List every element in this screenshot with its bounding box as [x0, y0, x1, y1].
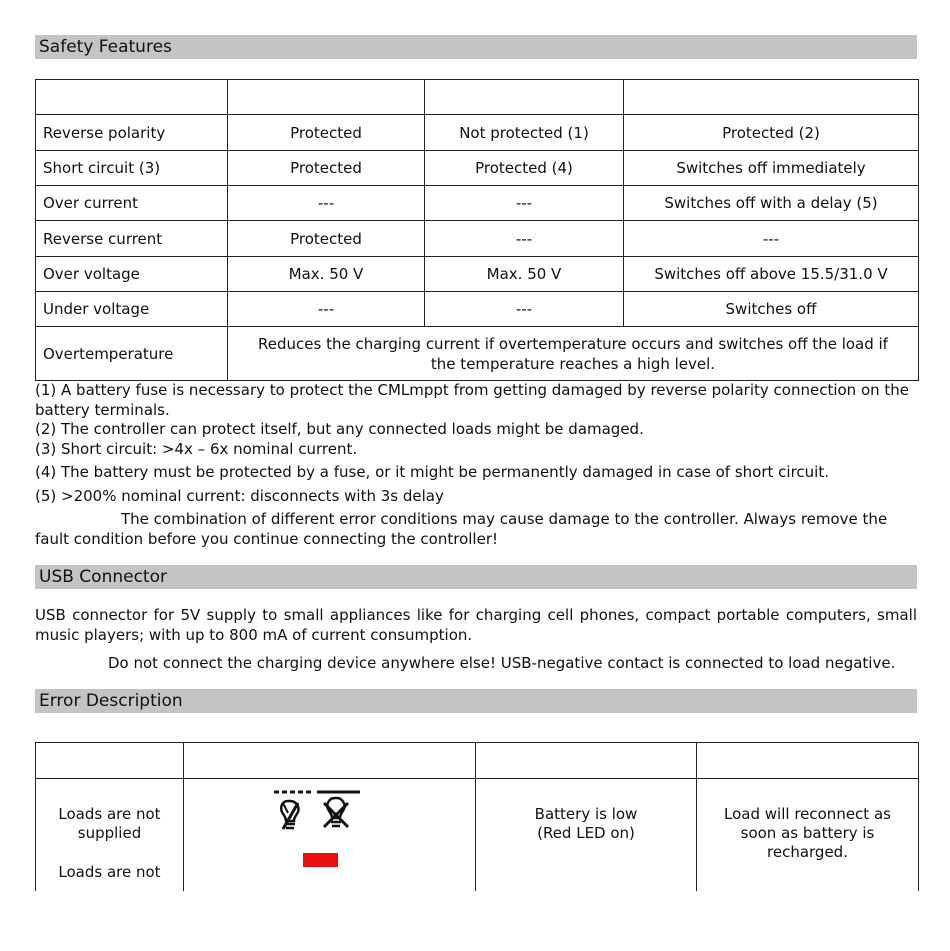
footnote-3: (3) Short circuit: >4x – 6x nominal current. — [35, 440, 358, 458]
bulb-crossed-icon — [281, 801, 298, 829]
indicator-graphic — [184, 779, 475, 889]
header-cell — [697, 743, 919, 779]
header-cell — [425, 80, 624, 115]
header-cell — [36, 80, 228, 115]
table-cell: Not protected (1) — [425, 115, 624, 151]
row-label: Reverse current — [36, 221, 228, 257]
table-cell: Max. 50 V — [228, 257, 425, 292]
table-cell: Protected — [228, 221, 425, 257]
header-cell — [228, 80, 425, 115]
header-cell — [624, 80, 919, 115]
error-indicator-cell — [184, 779, 476, 891]
error-remedy: Load will reconnect as soon as battery is recharged. — [697, 779, 919, 891]
table-row — [36, 221, 919, 257]
table-cell: Switches off — [624, 292, 919, 327]
usb-description: USB connector for 5V supply to small appliances like for charging cell phones, compact portable computers, small music players; with up to 800 mA of current consumption. — [35, 606, 917, 644]
table-row — [36, 779, 919, 891]
red-led-icon — [303, 853, 338, 867]
footnote-4: (4) The battery must be protected by a fuse, or it might be permanently damaged in case of short circuit. — [35, 463, 829, 481]
table-row — [36, 292, 919, 327]
table-row — [36, 327, 919, 381]
footnote-2: (2) The controller can protect itself, but any connected loads might be damaged. — [35, 420, 644, 438]
table-cell: --- — [425, 221, 624, 257]
table-cell: Protected (2) — [624, 115, 919, 151]
table-cell: Protected (4) — [425, 151, 624, 186]
safety-table — [35, 79, 919, 381]
bulb-x-icon — [324, 798, 348, 827]
error-symptom-cell — [36, 779, 184, 891]
error-table — [35, 742, 919, 891]
row-label: Under voltage — [36, 292, 228, 327]
overtemperature-description: Reduces the charging current if overtemperature occurs and switches off the load if the temperature reaches a high level. — [228, 327, 919, 381]
header-cell — [476, 743, 697, 779]
error-symptom: Loads are not supplied — [58, 805, 161, 842]
table-cell: Max. 50 V — [425, 257, 624, 292]
table-cell: --- — [624, 221, 919, 257]
row-label: Overtemperature — [36, 327, 228, 381]
section-title-safety: Safety Features — [35, 35, 917, 59]
footnote-5: (5) >200% nominal current: disconnects with 3s delay — [35, 487, 444, 505]
table-cell: --- — [228, 292, 425, 327]
table-cell: --- — [425, 292, 624, 327]
table-row — [36, 186, 919, 221]
row-label: Over voltage — [36, 257, 228, 292]
table-cell: Protected — [228, 151, 425, 186]
table-row — [36, 115, 919, 151]
table-cell: Switches off immediately — [624, 151, 919, 186]
table-cell: Switches off above 15.5/31.0 V — [624, 257, 919, 292]
footnote-1: (1) A battery fuse is necessary to protect the CMLmppt from getting damaged by reverse polarity connection on the battery terminals. — [35, 381, 910, 419]
header-cell — [36, 743, 184, 779]
load-indicator-icons — [184, 779, 476, 889]
table-row — [36, 257, 919, 292]
error-symptom-2: Loads are not — [58, 863, 161, 881]
table-row — [36, 151, 919, 186]
row-label: Short circuit (3) — [36, 151, 228, 186]
row-label: Reverse polarity — [36, 115, 228, 151]
safety-warning: The combination of different error conditions may cause damage to the controller. Always remove the fault condition before you continue connecting the controller! — [35, 510, 888, 548]
table-cell: Protected — [228, 115, 425, 151]
row-label: Over current — [36, 186, 228, 221]
table-cell: --- — [228, 186, 425, 221]
error-cause: Battery is low (Red LED on) — [476, 779, 697, 891]
table-cell: --- — [425, 186, 624, 221]
table-header-row — [36, 743, 919, 779]
section-title-usb: USB Connector — [35, 565, 917, 589]
table-header-row — [36, 80, 919, 115]
usb-warning: Do not connect the charging device anywhere else! USB-negative contact is connected to load negative. — [108, 654, 896, 672]
section-title-errors: Error Description — [35, 689, 917, 713]
table-cell: Switches off with a delay (5) — [624, 186, 919, 221]
header-cell — [184, 743, 476, 779]
